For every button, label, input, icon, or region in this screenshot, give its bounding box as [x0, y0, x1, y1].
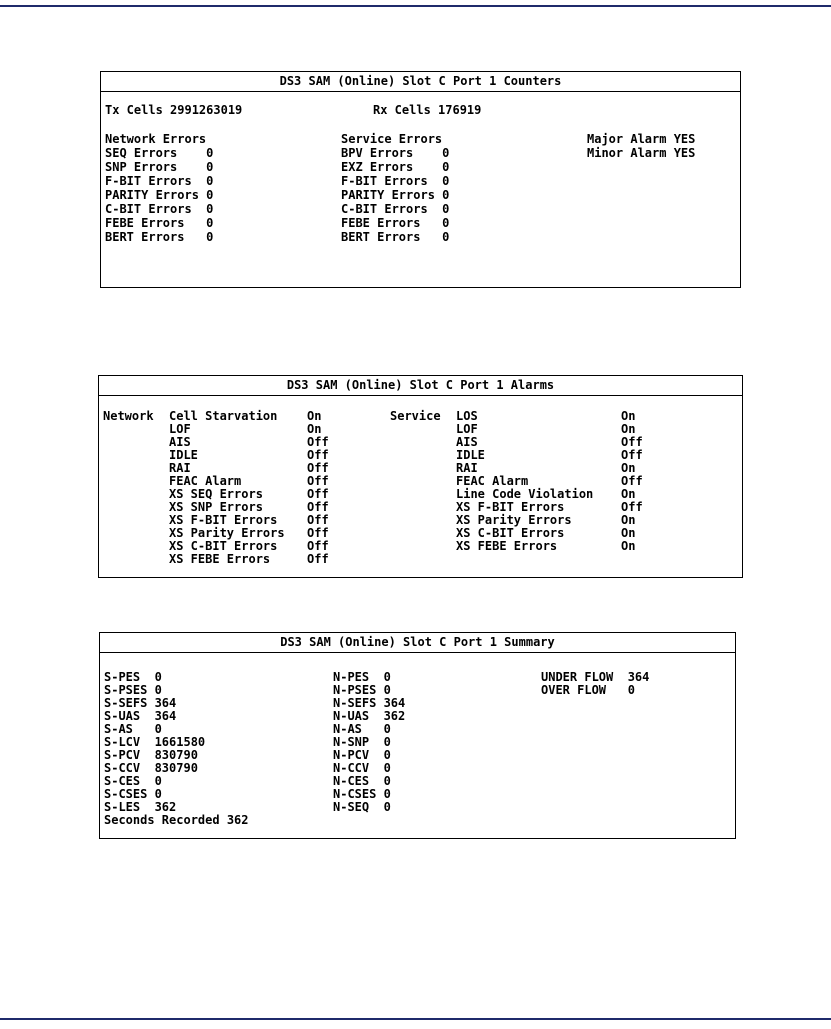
minor-alarm: Minor Alarm YES	[587, 146, 696, 160]
alarms-title: DS3 SAM (Online) Slot C Port 1 Alarms	[99, 376, 742, 396]
counters-title: DS3 SAM (Online) Slot C Port 1 Counters	[101, 72, 740, 92]
major-alarm: Major Alarm YES	[587, 132, 696, 146]
network-alarm-name: XS C-BIT Errors	[169, 539, 278, 553]
network-alarm-name: FEAC Alarm	[169, 474, 242, 488]
service-error-row: BPV Errors 0	[341, 146, 450, 160]
service-errors-header: Service Errors	[341, 132, 443, 146]
network-alarm-value: Off	[307, 513, 329, 527]
network-alarm-value: Off	[307, 487, 329, 501]
under-flow: UNDER FLOW 364	[541, 670, 650, 684]
service-error-row: FEBE Errors 0	[341, 216, 450, 230]
n-stat-row: N-AS 0	[333, 722, 391, 736]
service-alarm-value: Off	[621, 448, 643, 462]
network-alarm-name: XS SNP Errors	[169, 500, 263, 514]
network-error-row: F-BIT Errors 0	[105, 174, 214, 188]
network-alarm-name: XS Parity Errors	[169, 526, 285, 540]
s-stat-row: S-CCV 830790	[104, 761, 198, 775]
s-stat-row: S-PCV 830790	[104, 748, 198, 762]
tx-cells: Tx Cells 2991263019	[105, 103, 243, 117]
n-stat-row: N-CES 0	[333, 774, 391, 788]
s-stat-row: S-PES 0	[104, 670, 162, 684]
summary-panel	[99, 632, 736, 839]
service-error-row: EXZ Errors 0	[341, 160, 450, 174]
seconds-recorded: Seconds Recorded 362	[104, 813, 249, 827]
network-alarm-value: On	[307, 422, 322, 436]
network-alarm-value: Off	[307, 526, 329, 540]
service-error-row: PARITY Errors 0	[341, 188, 450, 202]
n-stat-row: N-PSES 0	[333, 683, 391, 697]
s-stat-row: S-UAS 364	[104, 709, 177, 723]
service-alarm-value: On	[621, 539, 636, 553]
s-stat-row: S-LCV 1661580	[104, 735, 206, 749]
n-stat-row: N-PES 0	[333, 670, 391, 684]
n-stat-row: N-SNP 0	[333, 735, 391, 749]
service-alarm-value: On	[621, 526, 636, 540]
counters-panel	[100, 71, 741, 288]
network-error-row: C-BIT Errors 0	[105, 202, 214, 216]
network-alarm-value: Off	[307, 461, 329, 475]
network-alarm-value: On	[307, 409, 322, 423]
service-alarm-name: XS F-BIT Errors	[456, 500, 565, 514]
service-alarm-value: Off	[621, 474, 643, 488]
service-alarm-name: AIS	[456, 435, 478, 449]
alarms-panel	[98, 375, 743, 578]
rx-cells: Rx Cells 176919	[373, 103, 482, 117]
service-alarm-name: RAI	[456, 461, 478, 475]
network-alarm-value: Off	[307, 539, 329, 553]
network-alarm-name: XS F-BIT Errors	[169, 513, 278, 527]
network-alarm-name: XS FEBE Errors	[169, 552, 271, 566]
n-stat-row: N-PCV 0	[333, 748, 391, 762]
network-alarm-value: Off	[307, 448, 329, 462]
service-alarm-name: LOF	[456, 422, 478, 436]
service-alarm-value: Off	[621, 500, 643, 514]
service-error-row: BERT Errors 0	[341, 230, 450, 244]
top-rule	[0, 5, 831, 7]
service-alarm-name: IDLE	[456, 448, 485, 462]
network-alarm-name: Cell Starvation	[169, 409, 278, 423]
service-alarm-value: On	[621, 409, 636, 423]
network-error-row: BERT Errors 0	[105, 230, 214, 244]
n-stat-row: N-SEFS 364	[333, 696, 406, 710]
service-alarm-name: FEAC Alarm	[456, 474, 529, 488]
service-alarm-name: XS C-BIT Errors	[456, 526, 565, 540]
network-alarm-name: XS SEQ Errors	[169, 487, 263, 501]
n-stat-row: N-SEQ 0	[333, 800, 391, 814]
s-stat-row: S-LES 362	[104, 800, 177, 814]
service-alarm-name: LOS	[456, 409, 478, 423]
service-error-row: F-BIT Errors 0	[341, 174, 450, 188]
s-stat-row: S-CSES 0	[104, 787, 162, 801]
s-stat-row: S-PSES 0	[104, 683, 162, 697]
network-alarm-value: Off	[307, 474, 329, 488]
network-error-row: FEBE Errors 0	[105, 216, 214, 230]
n-stat-row: N-UAS 362	[333, 709, 406, 723]
service-alarm-value: On	[621, 422, 636, 436]
bottom-rule	[0, 1018, 831, 1020]
network-error-row: PARITY Errors 0	[105, 188, 214, 202]
network-alarm-value: Off	[307, 500, 329, 514]
s-stat-row: S-AS 0	[104, 722, 162, 736]
service-label: Service	[390, 409, 441, 423]
network-errors-header: Network Errors	[105, 132, 207, 146]
s-stat-row: S-CES 0	[104, 774, 162, 788]
summary-title: DS3 SAM (Online) Slot C Port 1 Summary	[100, 633, 735, 653]
network-label: Network	[103, 409, 154, 423]
s-stat-row: S-SEFS 364	[104, 696, 177, 710]
service-alarm-value: On	[621, 513, 636, 527]
service-alarm-value: On	[621, 461, 636, 475]
network-alarm-name: LOF	[169, 422, 191, 436]
service-alarm-name: XS Parity Errors	[456, 513, 572, 527]
network-alarm-value: Off	[307, 552, 329, 566]
network-error-row: SEQ Errors 0	[105, 146, 214, 160]
network-alarm-name: RAI	[169, 461, 191, 475]
n-stat-row: N-CSES 0	[333, 787, 391, 801]
n-stat-row: N-CCV 0	[333, 761, 391, 775]
service-alarm-name: XS FEBE Errors	[456, 539, 558, 553]
network-alarm-name: AIS	[169, 435, 191, 449]
service-alarm-value: Off	[621, 435, 643, 449]
network-error-row: SNP Errors 0	[105, 160, 214, 174]
network-alarm-name: IDLE	[169, 448, 198, 462]
service-error-row: C-BIT Errors 0	[341, 202, 450, 216]
over-flow: OVER FLOW 0	[541, 683, 635, 697]
network-alarm-value: Off	[307, 435, 329, 449]
service-alarm-value: On	[621, 487, 636, 501]
service-alarm-name: Line Code Violation	[456, 487, 594, 501]
